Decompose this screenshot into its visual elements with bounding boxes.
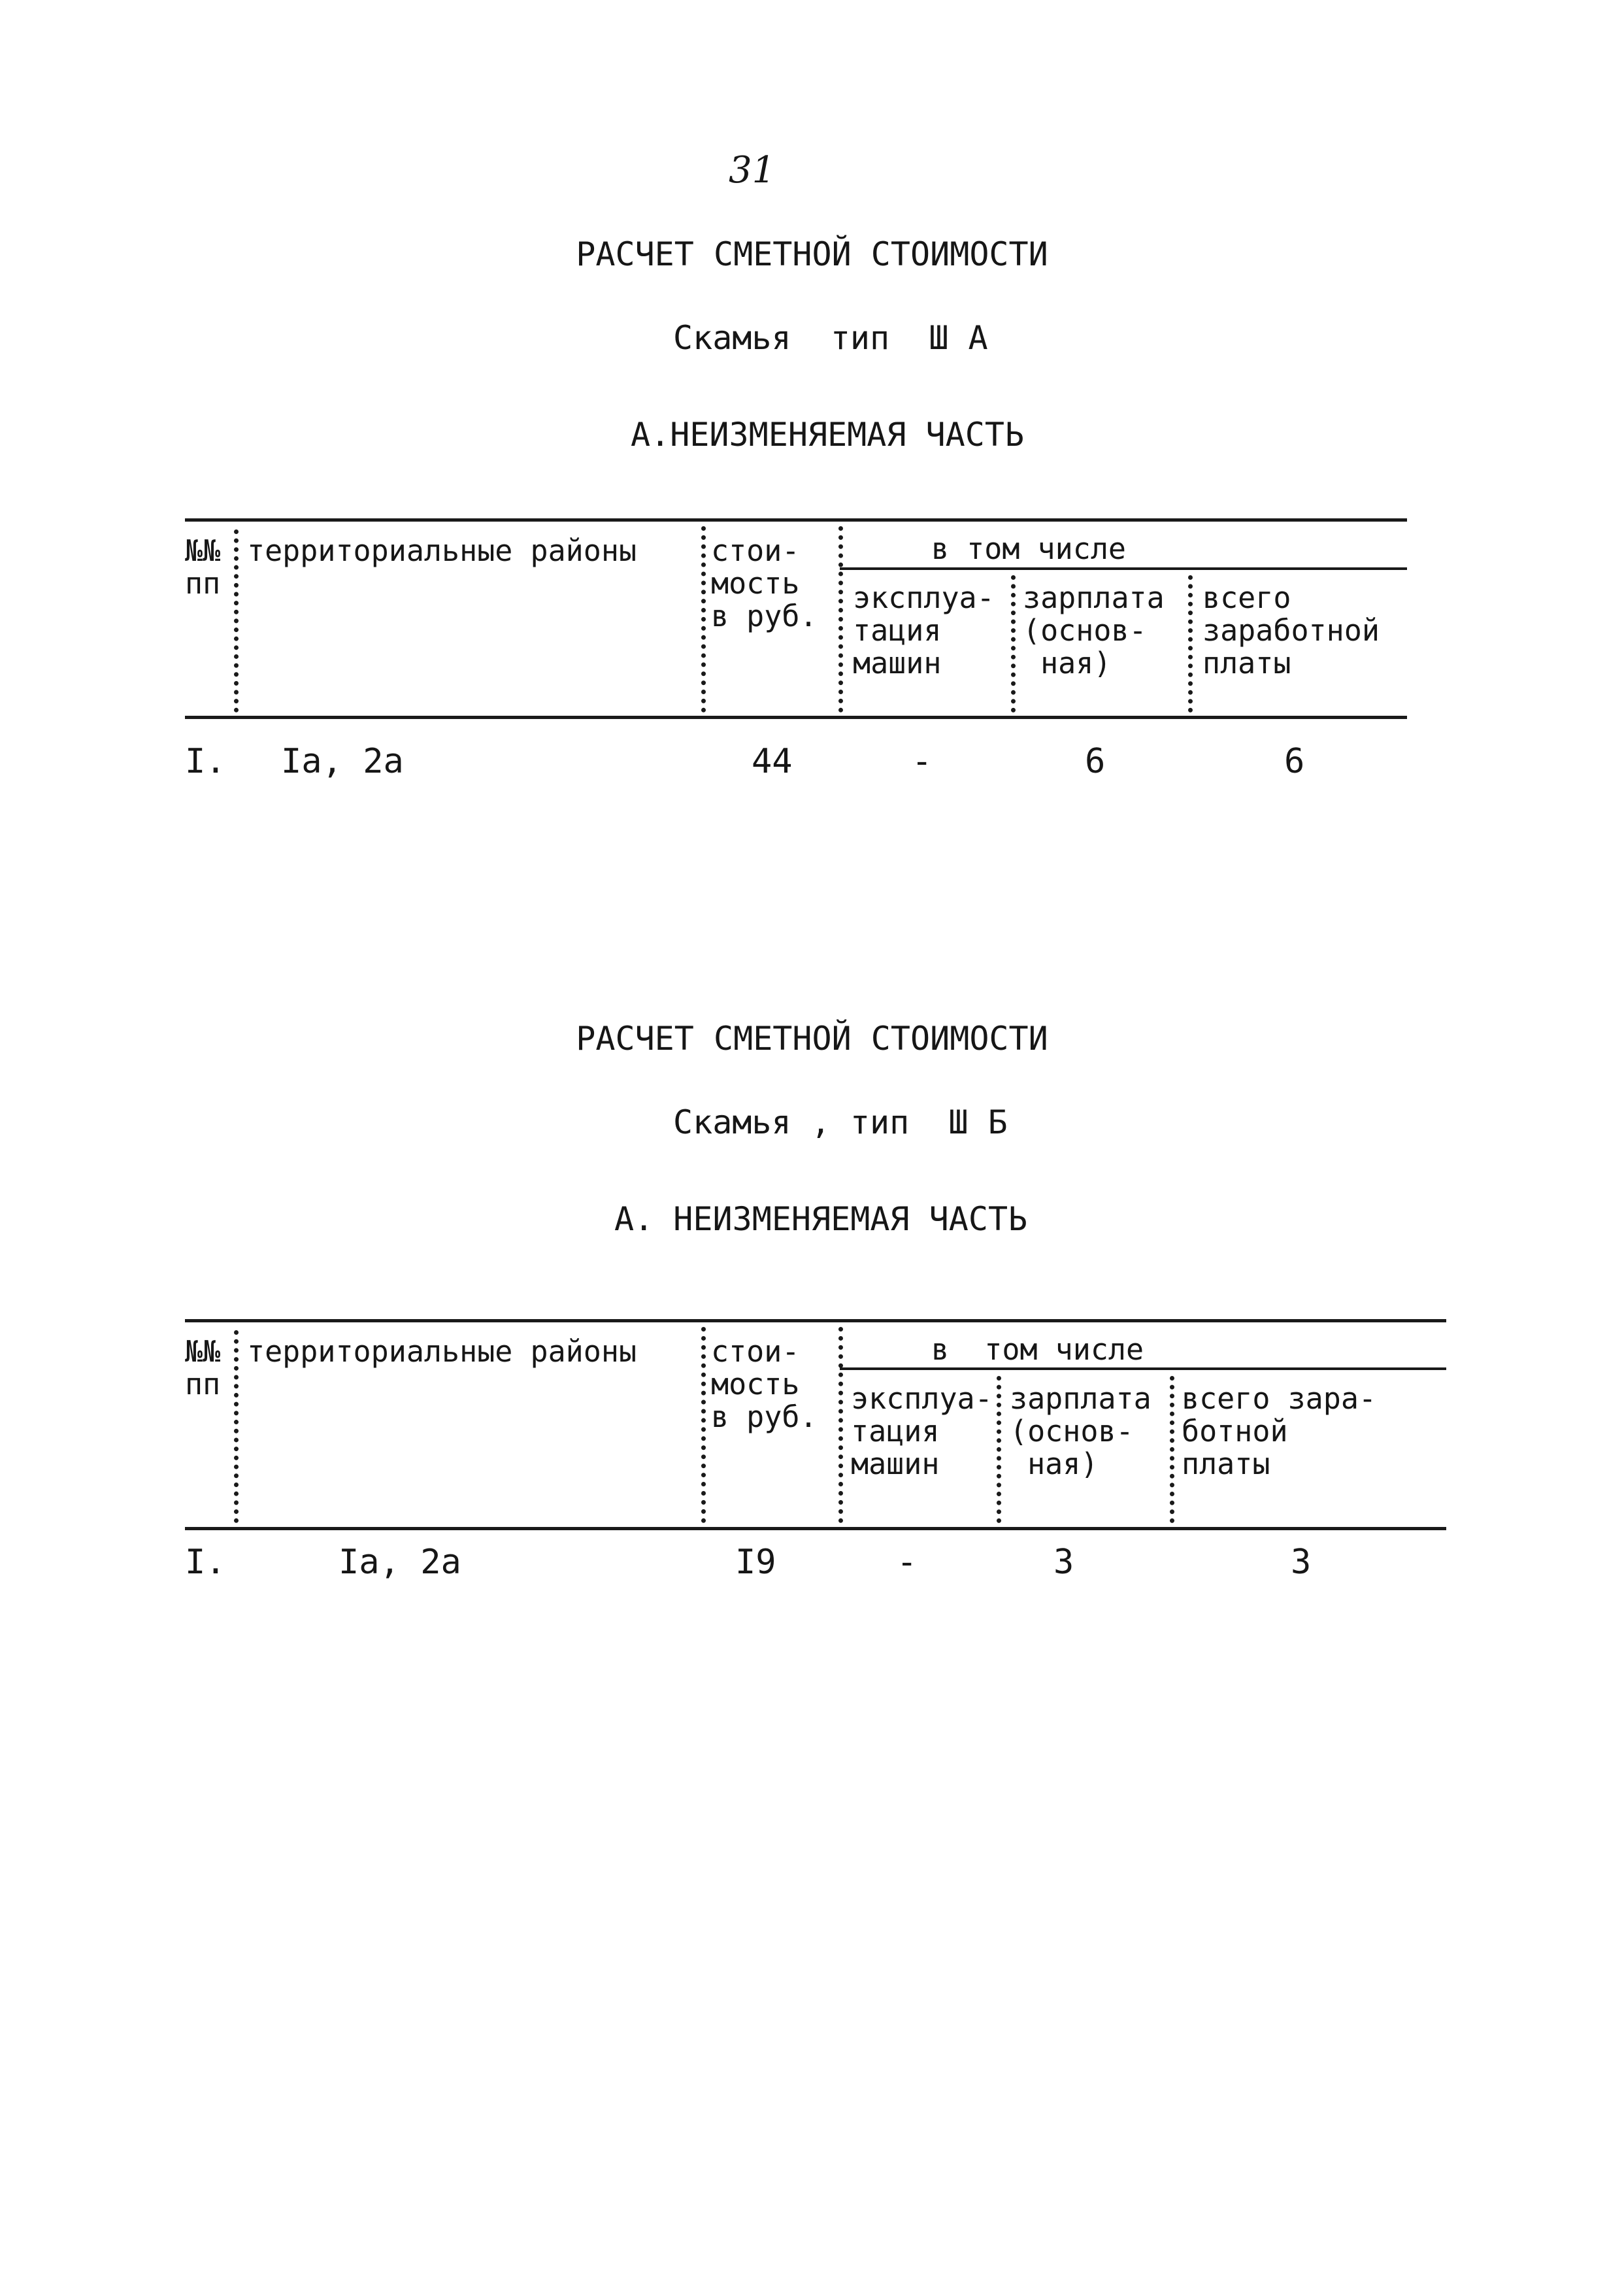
header-machine-operation: эксплуа- тация машин bbox=[851, 1381, 993, 1481]
column-divider bbox=[1188, 575, 1193, 712]
row-salary-base: 6 bbox=[1085, 742, 1106, 781]
section-2-title: РАСЧЕТ СМЕТНОЙ СТОИМОСТИ bbox=[576, 1020, 1048, 1058]
section-1-title: РАСЧЕТ СМЕТНОЙ СТОИМОСТИ bbox=[576, 235, 1048, 273]
table-top-rule bbox=[185, 518, 1407, 522]
header-including: в том числе bbox=[931, 531, 1127, 566]
page-number: 31 bbox=[729, 149, 776, 192]
column-divider bbox=[234, 1330, 239, 1523]
section-1-part: А.НЕИЗМЕНЯЕМАЯ ЧАСТЬ bbox=[631, 416, 1025, 454]
table-top-rule bbox=[185, 1319, 1446, 1322]
row-num: I. bbox=[185, 742, 226, 781]
row-num: I. bbox=[185, 1543, 226, 1582]
column-divider bbox=[838, 1327, 843, 1523]
header-total-salary: всего зара- ботной платы bbox=[1182, 1381, 1377, 1481]
header-regions: территориальные районы bbox=[247, 533, 637, 568]
table-subheader-rule bbox=[840, 1367, 1446, 1370]
section-2-subtitle: Скамья , тип Ш Б bbox=[673, 1103, 1008, 1141]
column-divider bbox=[838, 526, 843, 712]
row-total-salary: 3 bbox=[1291, 1543, 1312, 1582]
column-divider bbox=[701, 1327, 706, 1523]
header-including: в том числе bbox=[931, 1332, 1144, 1367]
header-cost: стои- мость в руб. bbox=[711, 1334, 818, 1434]
row-regions: Iа, 2а bbox=[281, 742, 404, 781]
column-divider bbox=[1011, 575, 1016, 712]
header-total-salary: всего заработной платы bbox=[1202, 580, 1380, 680]
header-salary-base: зарплата (основ- ная) bbox=[1010, 1381, 1152, 1481]
table-header-bottom-rule bbox=[185, 716, 1407, 719]
header-num: №№ пп bbox=[185, 1334, 221, 1401]
row-total-salary: 6 bbox=[1284, 742, 1305, 781]
row-machine-operation: - bbox=[897, 1543, 918, 1582]
row-cost: 44 bbox=[752, 742, 793, 781]
row-machine-operation: - bbox=[912, 742, 933, 781]
header-machine-operation: эксплуа- тация машин bbox=[853, 580, 995, 680]
column-divider bbox=[1170, 1376, 1174, 1523]
section-2-part: А. НЕИЗМЕНЯЕМАЯ ЧАСТЬ bbox=[614, 1200, 1028, 1238]
column-divider bbox=[234, 529, 239, 712]
header-salary-base: зарплата (основ- ная) bbox=[1023, 580, 1165, 680]
row-cost: I9 bbox=[735, 1543, 776, 1582]
row-regions: Iа, 2а bbox=[339, 1543, 461, 1582]
header-cost: стои- мость в руб. bbox=[711, 533, 818, 633]
table-header-bottom-rule bbox=[185, 1527, 1446, 1530]
header-num: №№ пп bbox=[185, 533, 221, 601]
row-salary-base: 3 bbox=[1053, 1543, 1074, 1582]
column-divider bbox=[701, 526, 706, 712]
column-divider bbox=[997, 1376, 1001, 1523]
section-1-subtitle: Скамья тип Ш А bbox=[673, 319, 988, 357]
table-subheader-rule bbox=[840, 567, 1407, 570]
header-regions: территориальные районы bbox=[247, 1334, 637, 1369]
